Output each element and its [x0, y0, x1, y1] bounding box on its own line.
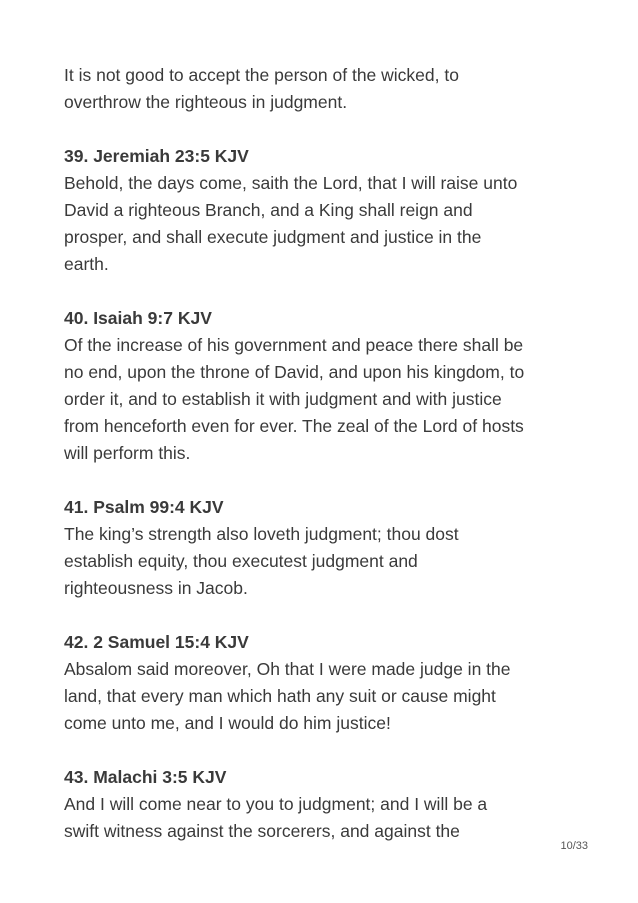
verse-heading: 41. Psalm 99:4 KJV	[64, 497, 224, 517]
page-number: 10/33	[560, 840, 588, 852]
verse-heading: 39. Jeremiah 23:5 KJV	[64, 146, 249, 166]
verse-text: Of the increase of his government and peace there shall be no end, upon the throne of David, and upon his kingdom, to order it, and to establish it with judgment and with justice from henceforth even for ever. The zeal of the Lord of hosts will perform this.	[64, 335, 525, 463]
verse-heading: 42. 2 Samuel 15:4 KJV	[64, 632, 249, 652]
verse-text: Absalom said moreover, Oh that I were made judge in the land, that every man which hath any suit or cause might come unto me, and I would do him justice!	[64, 659, 511, 733]
verse-block	[64, 305, 584, 467]
verse-block	[64, 764, 584, 845]
verse-heading: 43. Malachi 3:5 KJV	[64, 767, 227, 787]
verse-block	[64, 494, 584, 602]
page-content	[64, 62, 584, 845]
verse-text: The king’s strength also loveth judgment; thou dost establish equity, thou executest judgment and righteousness in Jacob.	[64, 524, 459, 598]
verse-block	[64, 143, 584, 278]
verse-heading: 40. Isaiah 9:7 KJV	[64, 308, 212, 328]
opening-paragraph: It is not good to accept the person of the wicked, to overthrow the righteous in judgment.	[64, 65, 459, 112]
verse-text: Behold, the days come, saith the Lord, that I will raise unto David a righteous Branch, and a King shall reign and prosper, and shall execute judgment and justice in the earth.	[64, 173, 518, 274]
verse-text: And I will come near to you to judgment; and I will be a swift witness against the sorcerers, and against the	[64, 794, 488, 841]
verse-block	[64, 629, 584, 737]
